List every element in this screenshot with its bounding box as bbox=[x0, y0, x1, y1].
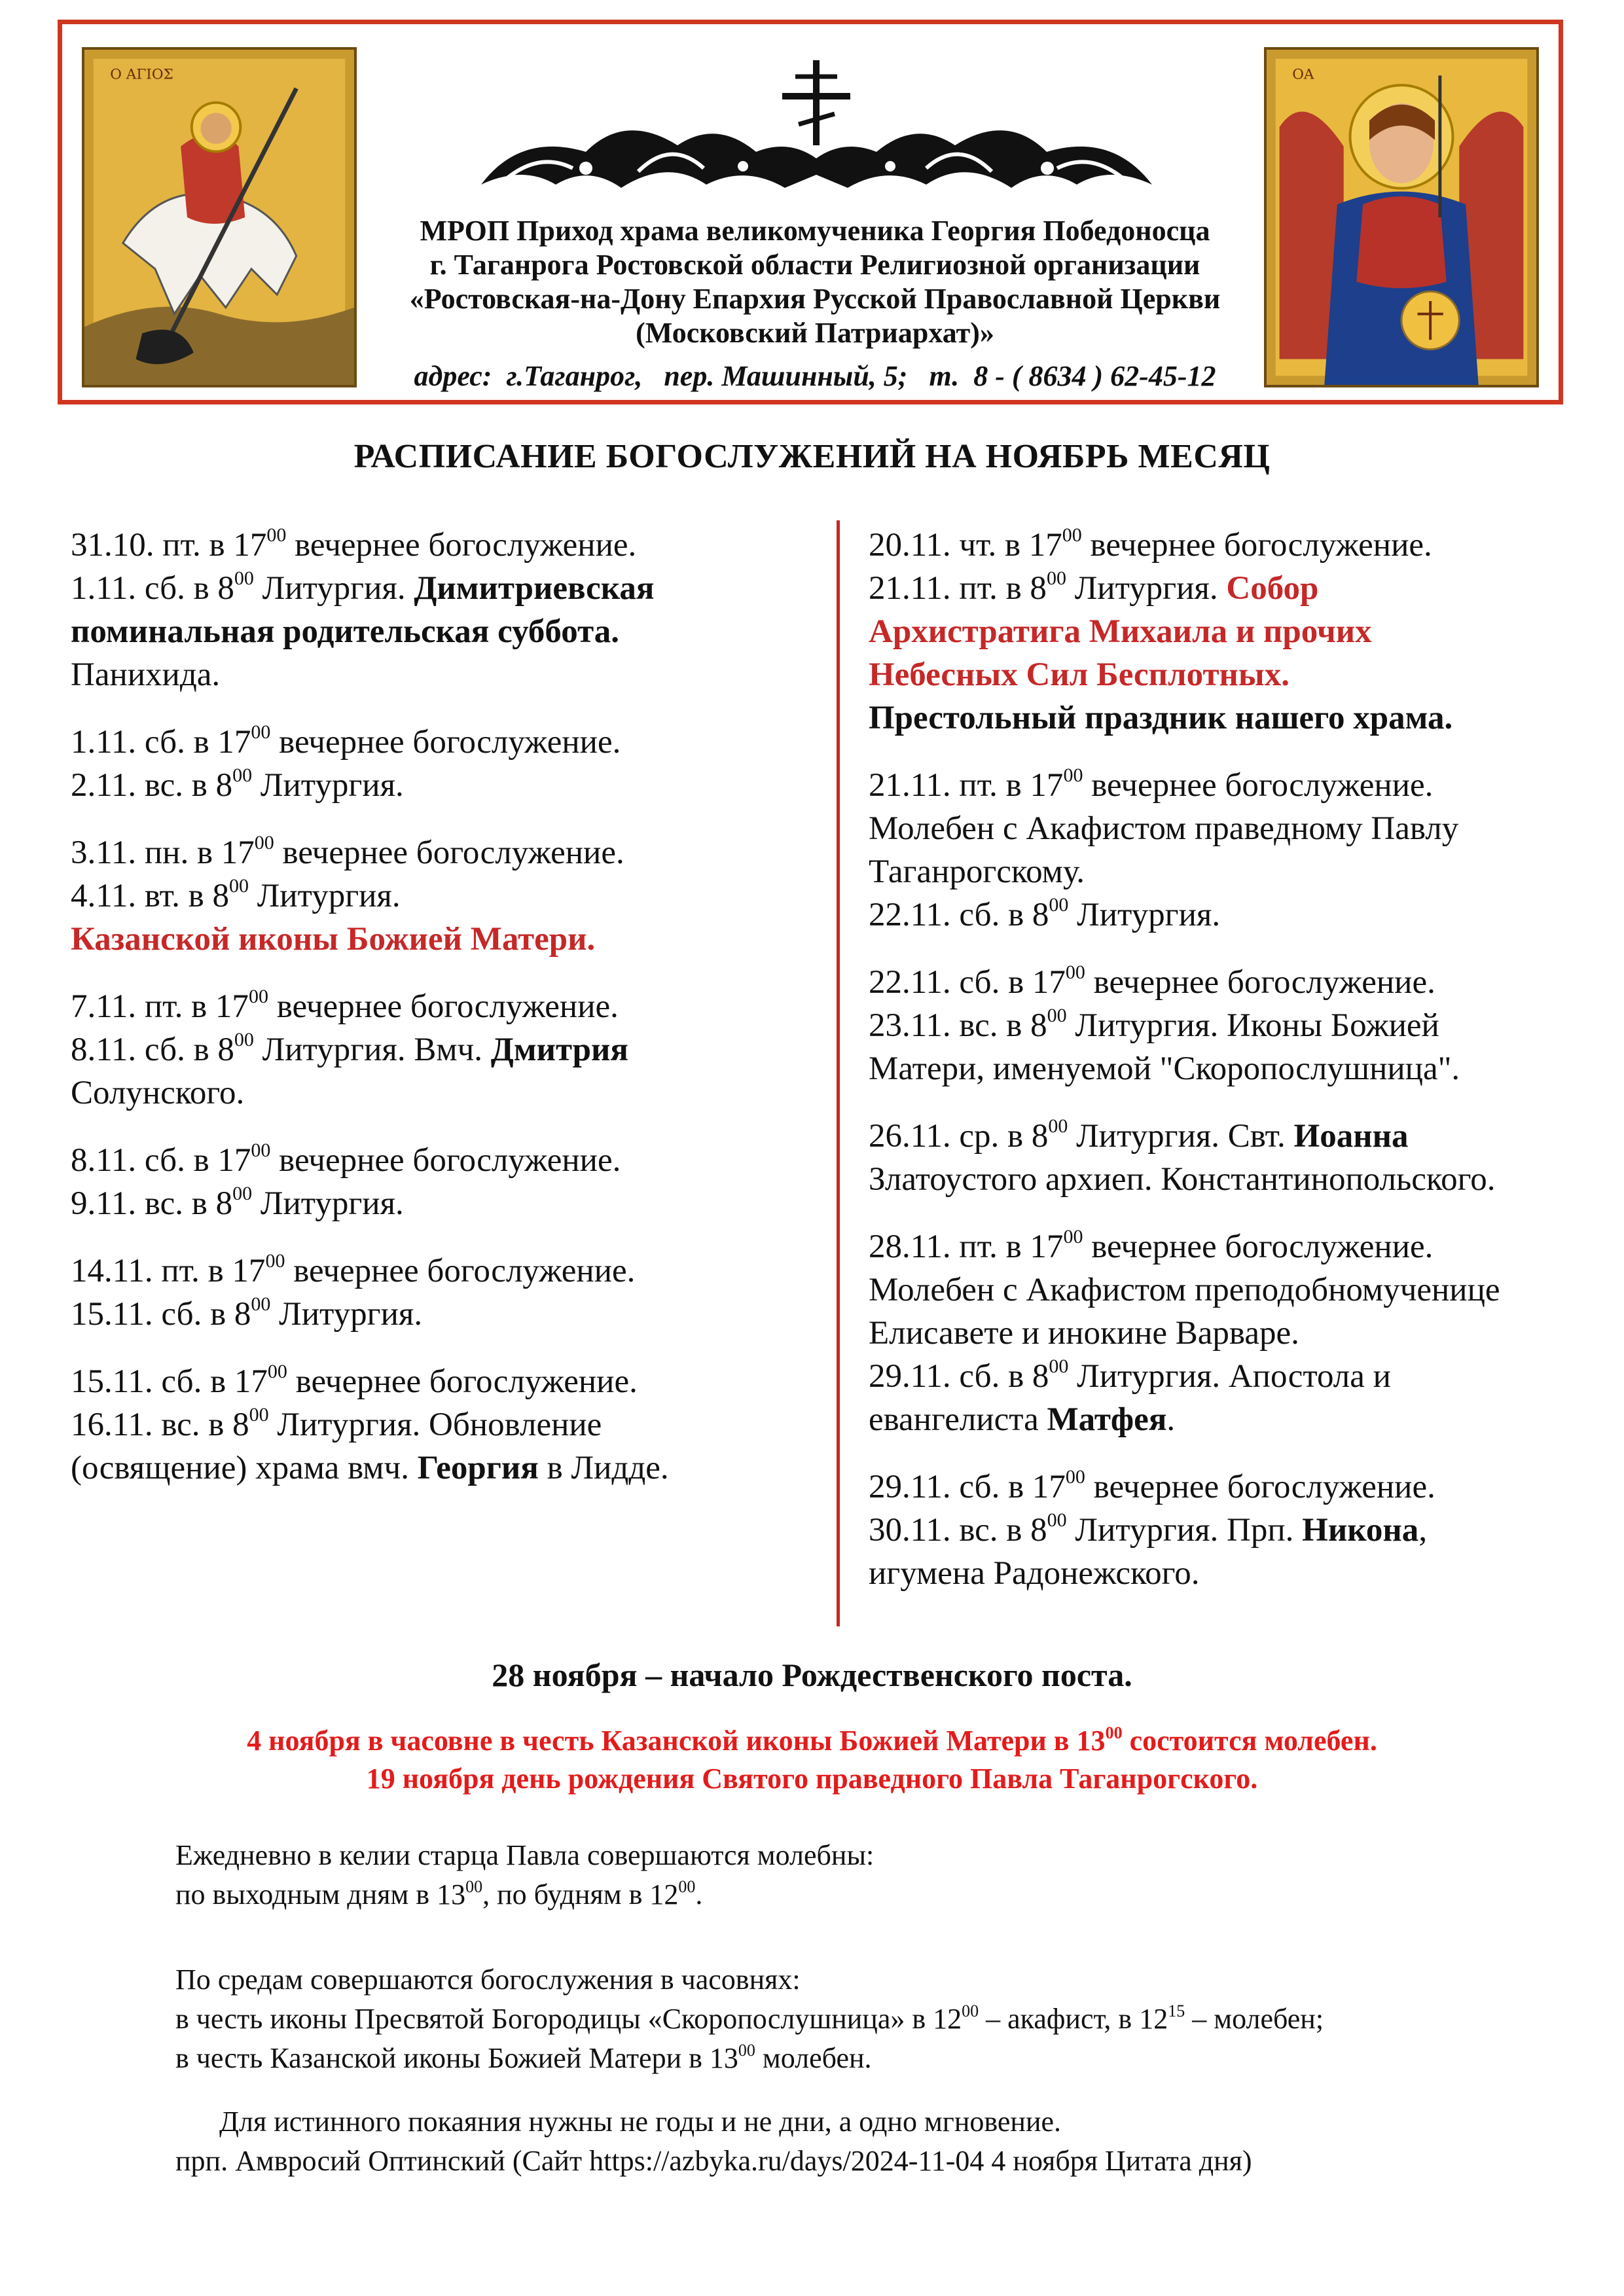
schedule-line bbox=[71, 918, 810, 961]
schedule-line: Елисавете и инокине Варваре. bbox=[869, 1315, 1299, 1352]
schedule-entry bbox=[71, 1360, 810, 1490]
time-minutes: 00 bbox=[1047, 1005, 1067, 1026]
time-minutes: 00 bbox=[1063, 1226, 1083, 1247]
time-minutes: 00 bbox=[962, 2001, 979, 2020]
schedule-left-column bbox=[71, 524, 810, 1514]
schedule-right-column bbox=[869, 524, 1608, 1619]
time-minutes: 00 bbox=[232, 764, 253, 786]
schedule-line: 15.11. сб. в $17^{00}$ вечернее богослужение. bbox=[71, 1361, 638, 1400]
time-minutes: 00 bbox=[738, 2041, 755, 2060]
schedule-line: 31.10. пт. в $17^{00}$ вечернее богослужение. bbox=[71, 524, 637, 564]
time-minutes: 00 bbox=[465, 1877, 483, 1896]
schedule-line: 23.11. вс. в $8^{00}$ Литургия. Иконы Божией bbox=[869, 1005, 1439, 1044]
svg-text:ΟΑ: ΟΑ bbox=[1292, 66, 1314, 83]
schedule-entry bbox=[869, 764, 1608, 937]
schedule-entry bbox=[869, 524, 1608, 740]
bold-text: поминальная родительская суббота. bbox=[71, 613, 619, 650]
schedule-line: Солунского. bbox=[71, 1075, 245, 1111]
column-divider bbox=[837, 520, 840, 1626]
red-notice: 19 ноября день рождения Святого праведного Павла Таганрогского. bbox=[366, 1763, 1258, 1795]
schedule-line: Златоустого архиеп. Константинопольского. bbox=[869, 1161, 1496, 1198]
schedule-line bbox=[869, 696, 1608, 740]
feast-name: Собор bbox=[1226, 570, 1319, 607]
paragraph-line: в честь иконы Пресвятой Богородицы «Скоропослушница» в $12^{00}$ – акафист, в $12^{15}$ – молебен; bbox=[175, 2001, 1324, 2035]
org-line: МРОП Приход храма великомученика Георгия Победоносца bbox=[420, 215, 1210, 247]
schedule-line: Панихида. bbox=[71, 656, 221, 693]
schedule-line: 28.11. пт. в $17^{00}$ вечернее богослужение. bbox=[869, 1226, 1434, 1265]
time-minutes: 00 bbox=[1047, 1509, 1067, 1531]
schedule-line: 16.11. вс. в $8^{00}$ Литургия. Обновление bbox=[71, 1404, 602, 1443]
schedule-line: 22.11. сб. в $17^{00}$ вечернее богослужение. bbox=[869, 961, 1435, 1001]
quote-attribution: прп. Амвросий Оптинский (Сайт https://azbyka.ru/days/2024-11-04 4 ноября Цитата дня) bbox=[175, 2145, 1252, 2177]
schedule-line: 1.11. сб. в $17^{00}$ вечернее богослужение. bbox=[71, 721, 621, 761]
time-minutes: 00 bbox=[265, 1250, 285, 1272]
time-minutes: 00 bbox=[1063, 764, 1083, 786]
time-minutes: 00 bbox=[1049, 894, 1069, 916]
paragraph-line: в честь Казанской иконы Божией Матери в $13^{00}$ молебен. bbox=[175, 2041, 872, 2074]
schedule-line: 7.11. пт. в $17^{00}$ вечернее богослужение. bbox=[71, 986, 619, 1025]
schedule-line: 9.11. вс. в $8^{00}$ Литургия. bbox=[71, 1183, 404, 1222]
schedule-line bbox=[869, 653, 1608, 696]
bold-text: Иоанна bbox=[1293, 1118, 1409, 1155]
bold-text: Матфея bbox=[1047, 1401, 1167, 1438]
schedule-entry bbox=[71, 1249, 810, 1336]
time-minutes: 00 bbox=[251, 1293, 271, 1315]
header-frame bbox=[58, 20, 1563, 404]
schedule-line: Молебен с Акафистом преподобномученице bbox=[869, 1272, 1500, 1308]
schedule-entry bbox=[71, 831, 810, 961]
time-minutes: 00 bbox=[1065, 961, 1085, 983]
time-minutes: 00 bbox=[1046, 567, 1066, 589]
schedule-entry bbox=[869, 961, 1608, 1090]
schedule-line: 20.11. чт. в $17^{00}$ вечернее богослужение. bbox=[869, 524, 1432, 564]
paragraph-line: По средам совершаются богослужения в часовнях: bbox=[175, 1964, 801, 1996]
time-minutes: 00 bbox=[1049, 1355, 1069, 1377]
schedule-entry bbox=[71, 721, 810, 807]
time-minutes: 00 bbox=[267, 1361, 287, 1382]
schedule-line: 15.11. сб. в $8^{00}$ Литургия. bbox=[71, 1293, 423, 1333]
schedule-line: 21.11. пт. в $17^{00}$ вечернее богослужение. bbox=[869, 764, 1434, 804]
time-minutes: 00 bbox=[249, 1404, 269, 1426]
schedule-line: Таганрогскому. bbox=[869, 853, 1085, 890]
schedule-line: 2.11. вс. в $8^{00}$ Литургия. bbox=[71, 764, 404, 804]
time-minutes: 00 bbox=[251, 1139, 271, 1161]
schedule-line: Матери, именуемой "Скоропослушница". bbox=[869, 1050, 1460, 1087]
schedule-line bbox=[71, 610, 810, 653]
quote-text: Для истинного покаяния нужны не годы и не дни, а одно мгновение. bbox=[219, 2106, 1062, 2138]
org-line: (Московский Патриархат)» bbox=[636, 317, 994, 349]
schedule-line: 26.11. ср. в $8^{00}$ Литургия. Свт. Иоанна bbox=[869, 1115, 1409, 1155]
schedule-line: игумена Радонежского. bbox=[869, 1555, 1200, 1592]
time-minutes: 00 bbox=[254, 832, 274, 853]
wednesday-services-paragraph bbox=[175, 1960, 1324, 2078]
time-minutes: 00 bbox=[248, 986, 268, 1007]
time-minutes: 00 bbox=[1048, 1115, 1068, 1137]
time-minutes: 00 bbox=[228, 875, 249, 897]
bold-text: Никона bbox=[1302, 1512, 1419, 1549]
fast-notice: 28 ноября – начало Рождественского поста. bbox=[492, 1657, 1132, 1693]
schedule-line: 4.11. вт. в $8^{00}$ Литургия. bbox=[71, 875, 401, 914]
schedule-line: 30.11. вс. в $8^{00}$ Литургия. Прп. Никона, bbox=[869, 1509, 1428, 1549]
time-minutes: 00 bbox=[1062, 524, 1082, 546]
red-notice: 4 ноября в часовне в честь Казанской иконы Божией Матери в $13^{00}$ состоится молебен. bbox=[247, 1723, 1377, 1757]
org-line: г. Таганрога Ростовской области Религиозной организации bbox=[429, 249, 1200, 281]
schedule-line: 21.11. пт. в $8^{00}$ Литургия. Собор bbox=[869, 567, 1319, 607]
schedule-line: 8.11. сб. в $17^{00}$ вечернее богослужение. bbox=[71, 1139, 621, 1179]
schedule-line: 14.11. пт. в $17^{00}$ вечернее богослужение. bbox=[71, 1250, 636, 1289]
cross-ornament bbox=[468, 54, 1165, 204]
schedule-line: евангелиста Матфея. bbox=[869, 1401, 1176, 1438]
time-minutes: 00 bbox=[234, 567, 254, 589]
schedule-entry bbox=[869, 1465, 1608, 1595]
schedule-line: Молебен с Акафистом праведному Павлу bbox=[869, 810, 1459, 847]
paragraph-line: Ежедневно в келии старца Павла совершаются молебны: bbox=[175, 1839, 875, 1871]
organization-name bbox=[389, 214, 1240, 350]
time-minutes: 15 bbox=[1168, 2001, 1185, 2020]
org-line: «Ростовская-на-Дону Епархия Русской Православной Церкви bbox=[409, 283, 1221, 315]
bold-text: Престольный праздник нашего храма. bbox=[869, 700, 1453, 736]
schedule-entry bbox=[71, 1139, 810, 1225]
schedule-title: РАСПИСАНИЕ БОГОСЛУЖЕНИЙ НА НОЯБРЬ МЕСЯЦ bbox=[353, 438, 1271, 475]
schedule-line: 29.11. сб. в $8^{00}$ Литургия. Апостола и bbox=[869, 1355, 1391, 1395]
schedule-entry bbox=[71, 985, 810, 1115]
svg-text:Ο ΑΓΙΟΣ: Ο ΑΓΙΟΣ bbox=[110, 66, 173, 83]
st-george-icon bbox=[82, 47, 357, 387]
time-minutes: 00 bbox=[678, 1877, 696, 1896]
paragraph-line: по выходным дням в $13^{00}$, по будням в $12^{00}$. bbox=[175, 1877, 703, 1910]
schedule-line: 22.11. сб. в $8^{00}$ Литургия. bbox=[869, 894, 1221, 933]
schedule-entry bbox=[869, 1225, 1608, 1441]
schedule-line: 8.11. сб. в $8^{00}$ Литургия. Вмч. Дмитрия bbox=[71, 1029, 628, 1068]
schedule-line: 29.11. сб. в $17^{00}$ вечернее богослужение. bbox=[869, 1466, 1435, 1505]
schedule-entry bbox=[71, 524, 810, 696]
time-minutes: 00 bbox=[251, 721, 271, 743]
time-minutes: 00 bbox=[1105, 1723, 1123, 1742]
archangel-michael-icon bbox=[1264, 47, 1539, 387]
bold-text: Дмитрия bbox=[490, 1031, 628, 1068]
schedule-line: (освящение) храма вмч. Георгия в Лидде. bbox=[71, 1450, 669, 1486]
feast-name: Архистратига Михаила и прочих bbox=[869, 613, 1372, 650]
schedule-line: 1.11. сб. в $8^{00}$ Литургия. Димитриевская bbox=[71, 567, 655, 607]
time-minutes: 00 bbox=[266, 524, 287, 546]
schedule-line: 3.11. пн. в $17^{00}$ вечернее богослужение. bbox=[71, 832, 624, 871]
time-minutes: 00 bbox=[232, 1183, 253, 1204]
feast-name: Казанской иконы Божией Матери. bbox=[71, 921, 596, 958]
time-minutes: 00 bbox=[234, 1029, 254, 1050]
bold-text: Георгия bbox=[417, 1450, 539, 1486]
schedule-line bbox=[869, 610, 1608, 653]
schedule-entry bbox=[869, 1115, 1608, 1201]
time-minutes: 00 bbox=[1065, 1466, 1085, 1488]
daily-prayers-paragraph bbox=[175, 1836, 874, 1914]
feast-name: Небесных Сил Бесплотных. bbox=[869, 656, 1290, 693]
church-address: адрес: г.Таганрог, пер. Машинный, 5; т. 8 - ( 8634 ) 62-45-12 bbox=[414, 360, 1216, 392]
bold-text: Димитриевская bbox=[414, 570, 655, 607]
